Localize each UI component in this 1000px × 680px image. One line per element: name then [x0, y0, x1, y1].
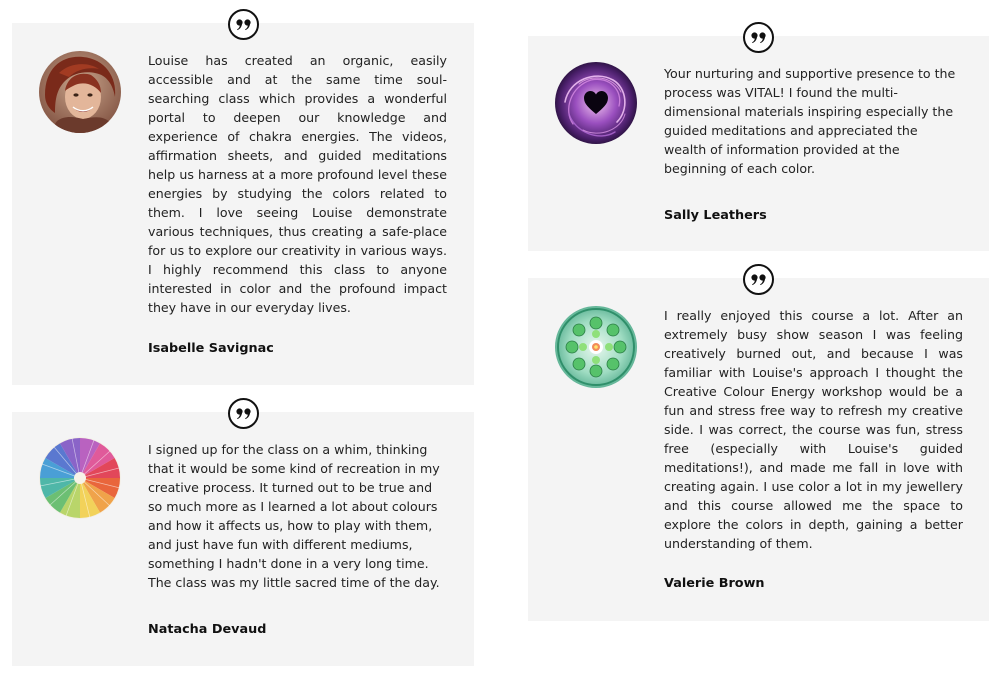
quote-icon [228, 9, 259, 40]
testimonial-quote: Louise has created an organic, easily accessible and at the same time soul-searching class which provides a wonderful portal to deepen our knowledge and experience of chakra energies. The videos, affirmation sheets, and guided meditations help us harness at a more profound level these energies by studying the colors related to them. I love seeing Louise demonstrate various techniques, thus creating a safe-place for us to explore our creativity in various ways. I highly recommend this class to anyone interested in color and the profound impact they have in our everyday lives. [148, 53, 447, 315]
quote-icon [228, 398, 259, 429]
avatar [555, 62, 637, 144]
testimonial-quote: I really enjoyed this course a lot. After an extremely busy show season I was feeling creatively burned out, and because I was familiar with Louise's approach I thought the Creative Colour Energy workshop would be a fun and stress free way to refresh my creative side. I was correct, the course was fun, stress free (especially with Louise's guided meditations!), and made me fall in love with creating again. I use color a lot in my jewellery and this course allowed me the space to explore the colors in depth, gaining a better understanding of them. [664, 308, 963, 551]
testimonial-card [528, 36, 989, 251]
testimonial-author: Valerie Brown [664, 576, 765, 591]
testimonial-quote: Your nurturing and supportive presence to the process was VITAL! I found the multi-dimensional materials inspiring especially the guided meditations and appreciated the wealth of information provided at the beginning of each color. [664, 66, 956, 176]
testimonial-quote: I signed up for the class on a whim, thinking that it would be some kind of recreation in my creative process. It turned out to be true and so much more as I learned a lot about colours and how it affects us, how to play with them, and just have fun with different mediums, something I hadn't done in a very long time. The class was my little sacred time of the day. [148, 442, 440, 590]
testimonial-author: Sally Leathers [664, 208, 767, 223]
testimonial-card [12, 412, 474, 666]
testimonial-card [12, 23, 474, 385]
testimonial-author: Natacha Devaud [148, 622, 267, 637]
quote-icon [743, 22, 774, 53]
testimonial-card [528, 278, 989, 621]
testimonial-author: Isabelle Savignac [148, 341, 274, 356]
avatar [39, 51, 121, 133]
avatar [555, 306, 637, 388]
quote-icon [743, 264, 774, 295]
avatar [39, 437, 121, 519]
